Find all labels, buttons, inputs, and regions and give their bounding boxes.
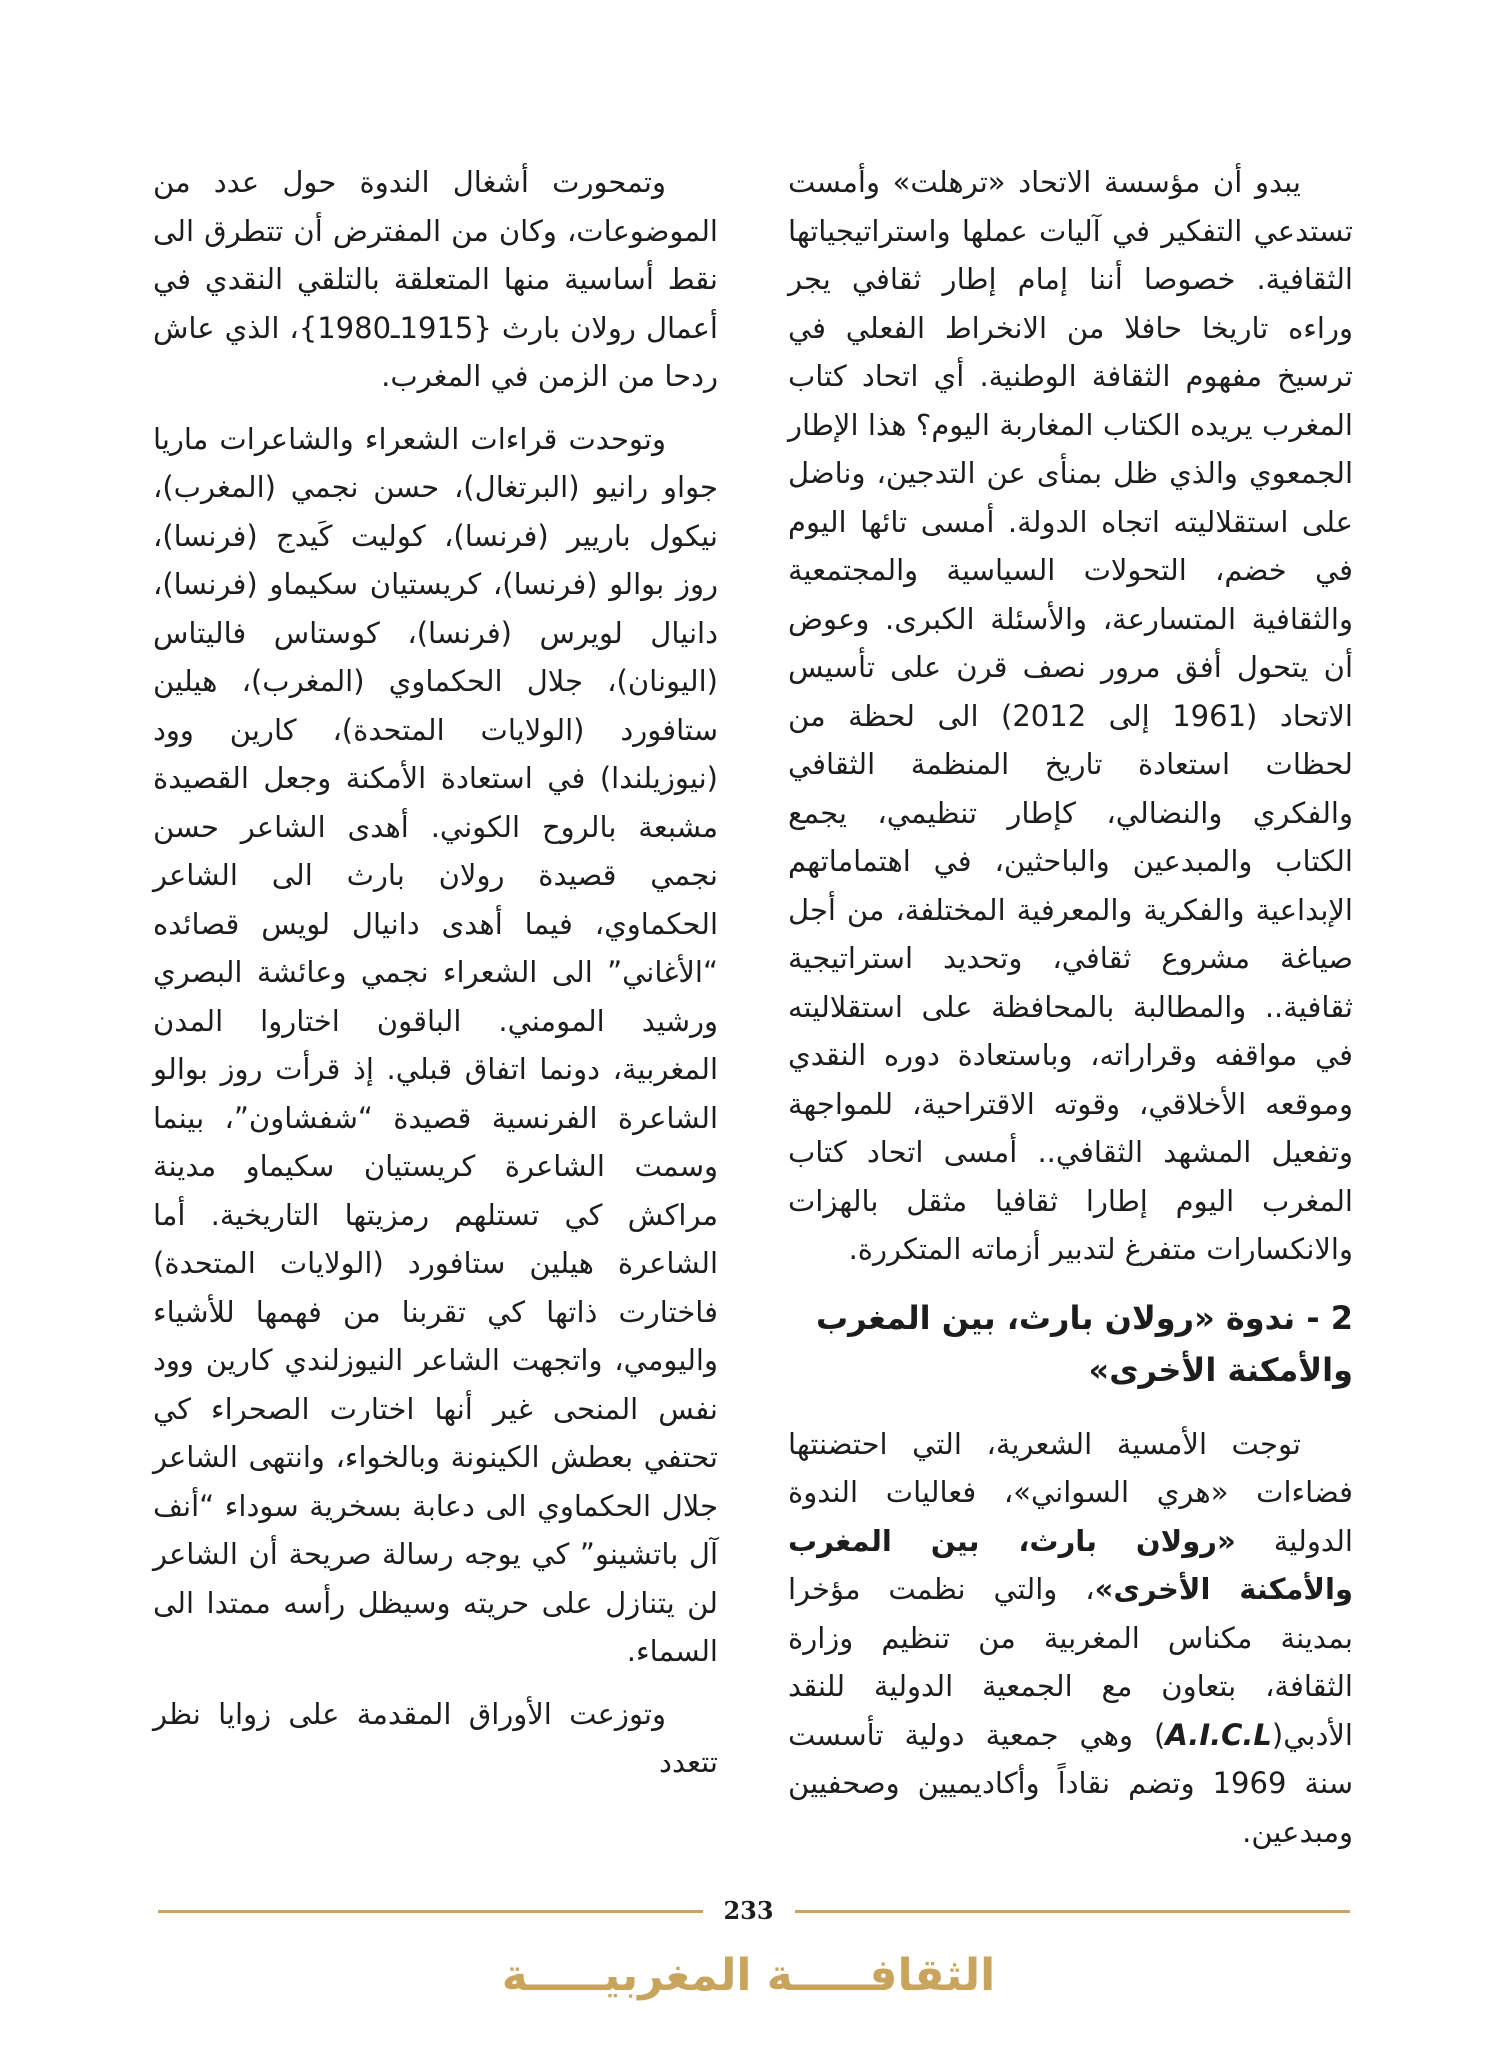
right-paragraph-2 xyxy=(788,1420,1353,1857)
aicl-abbreviation: A.I.C.L xyxy=(1165,1717,1272,1752)
paragraph-2-start: توجت الأمسية الشعرية، التي احتضنتها فضاءات «هري السواني»، فعاليات الندوة الدولية xyxy=(788,1426,1353,1558)
left-paragraph-3: وتوزعت الأوراق المقدمة على زوايا نظر تتعدد xyxy=(153,1696,718,1779)
section-heading: 2 - ندوة «رولان بارث، بين المغرب والأمكنة الأخرى» xyxy=(816,1298,1353,1389)
left-paragraph-1: وتمحورت أشغال الندوة حول عدد من الموضوعات، وكان من المفترض أن تتطرق الى نقط أساسية منها المتعلقة بالتلقي النقدي في أعمال رولان بارث {1915ـ1980}، الذي عاش ردحا من الزمن في المغرب. xyxy=(153,165,718,393)
right-column xyxy=(788,158,1353,1870)
paragraph-2-middle: ، والتي نظمت مؤخرا بمدينة مكناس المغربية من تنظيم وزارة الثقافة، بتعاون مع الجمعية الدولية للنقد الأدبي( xyxy=(788,1572,1353,1752)
left-paragraph-2: وتوحدت قراءات الشعراء والشاعرات ماريا جواو رانيو (البرتغال)، حسن نجمي (المغرب)، نيكول باريير (فرنسا)، كوليت كَيدج (فرنسا)، روز بوالو (فرنسا)، كريستيان سكيماو (فرنسا)، دانيال لويرس (فرنسا)، كوستاس فاليتاس (اليونان)، جلال الحكماوي (المغرب)، هيلين ستافورد (الولايات المتحدة)، كارين وود (نيوزيلندا) في استعادة الأمكنة وجعل القصيدة مشبعة بالروح الكوني. أهدى الشاعر حسن نجمي قصيدة رولان بارث الى الشاعر الحكماوي، فيما أهدى دانيال لويس قصائده “الأغاني” الى الشعراء نجمي وعائشة البصري ورشيد المومني. الباقون اختاروا المدن المغربية، دونما اتفاق قبلي. إذ قرأت روز بوالو الشاعرة الفرنسية قصيدة “شفشاون”، بينما وسمت الشاعرة كريستيان سكيماو مدينة مراكش كي تستلهم رمزيتها التاريخية. أما الشاعرة هيلين ستافورد (الولايات المتحدة) فاختارت ذاتها كي تقربنا من فهمها للأشياء واليومي، واتجهت الشاعر النيوزلندي كارين وود نفس المنحى غير أنها اختارت الصحراء كي تحتفي بعطش الكينونة وبالخواء، وانتهى الشاعر جلال الحكماوي الى دعابة بسخرية سوداء “أنف آل باتشينو” كي يوجه رسالة صريحة أن الشاعر لن يتنازل على حريته وسيظل رأسه ممتدا الى السماء. xyxy=(153,421,718,1668)
page-number: 233 xyxy=(723,1896,774,1925)
conference-title-bold: «رولان بارث، بين المغرب والأمكنة الأخرى» xyxy=(788,1523,1353,1606)
left-column xyxy=(153,158,718,1801)
right-paragraph-1: يبدو أن مؤسسة الاتحاد «ترهلت» وأمست تستدعي التفكير في آليات عملها واستراتيجياتها الثقافية. خصوصا أننا إمام إطار ثقافي يجر وراءه تاريخا حافلا من الانخراط الفعلي في ترسيخ مفهوم الثقافة الوطنية. أي اتحاد كتاب المغرب يريده الكتاب المغاربة اليوم؟ هذا الإطار الجمعوي والذي ظل بمنأى عن التدجين، وناضل على استقلاليته اتجاه الدولة. أمسى تائها اليوم في خضم، التحولات السياسية والمجتمعية والثقافية المتسارعة، والأسئلة الكبرى. وعوض أن يتحول أفق مرور نصف قرن على تأسيس الاتحاد (1961 إلى 2012) الى لحظة من لحظات استعادة تاريخ المنظمة الثقافي والفكري والنضالي، كإطار تنظيمي، يجمع الكتاب والمبدعين والباحثين، في اهتماماتهم الإبداعية والفكرية والمعرفية المختلفة، من أجل صياغة مشروع ثقافي، وتحديد استراتيجية ثقافية.. والمطالبة بالمحافظة على استقلاليته في مواقفه وقراراته، وباستعادة دوره النقدي وموقعه الأخلاقي، وقوته الاقتراحية، للمواجهة وتفعيل المشهد الثقافي.. أمسى اتحاد كتاب المغرب اليوم إطارا ثقافيا مثقل بالهزات والانكسارات متفرغ لتدبير أزماته المتكررة. xyxy=(788,165,1353,1266)
paragraph-2-end: ) وهي جمعية دولية تأسست سنة 1969 وتضم نقاداً وأكاديميين وصحفيين ومبدعين. xyxy=(788,1717,1353,1849)
magazine-title: الثقافـــــة المغربيـــــة xyxy=(501,1950,996,2001)
